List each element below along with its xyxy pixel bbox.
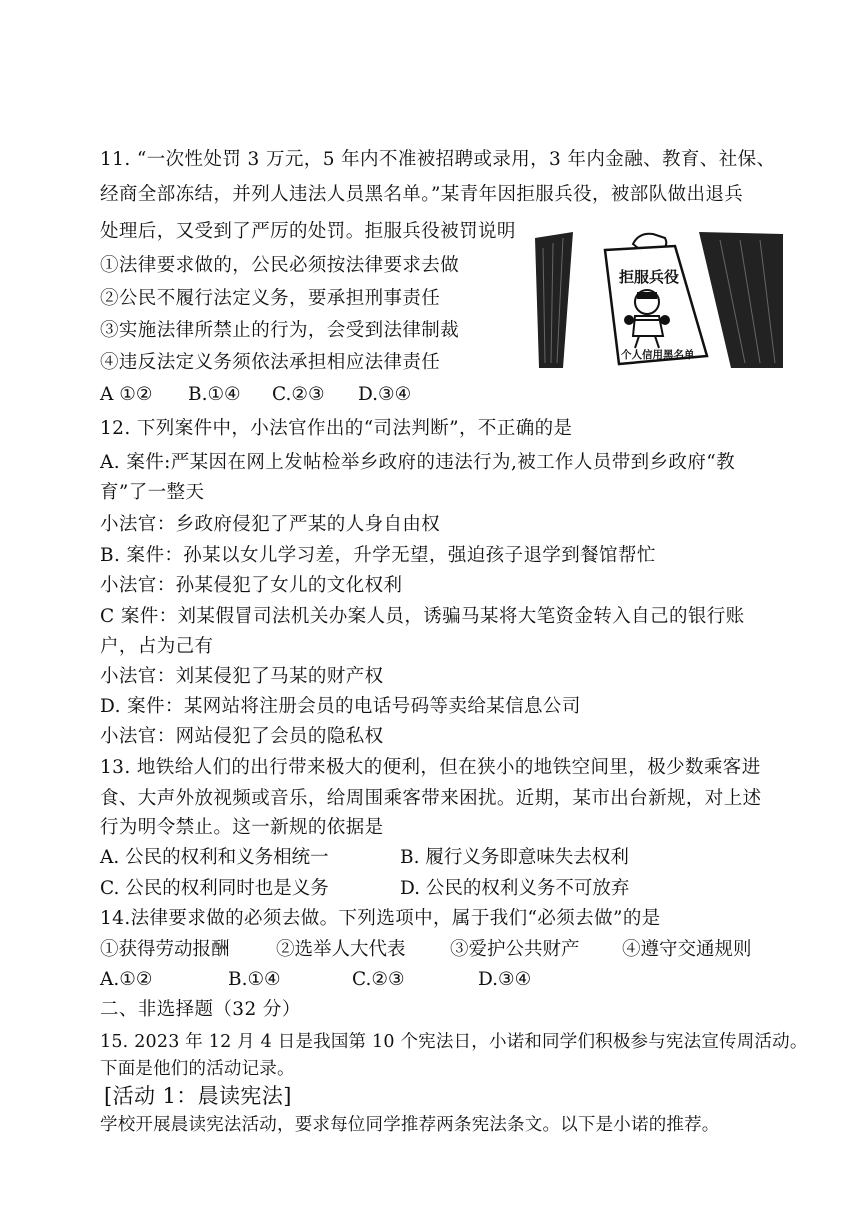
q11-line-2: 经商全部冻结，并列人违法人员黑名单。”某青年因拒服兵役，被部队做出退兵 bbox=[100, 184, 744, 205]
q12-case-c-line-1: C 案件：刘某假冒司法机关办案人员，诱骗马某将大笔资金转入自己的银行账 bbox=[100, 606, 745, 627]
q13-option-c: C. 公民的权利同时也是义务 bbox=[100, 878, 329, 899]
q14-statement-4: ④遵守交通规则 bbox=[622, 939, 752, 960]
q11-option-b: B.①④ bbox=[188, 384, 241, 405]
q13-option-b: B. 履行义务即意味失去权利 bbox=[400, 847, 629, 868]
q11-statement-4: ④违反法定义务须依法承担相应法律责任 bbox=[100, 352, 441, 373]
q13-line-2: 食、大声外放视频或音乐，给周围乘客带来困扰。近期，某市出台新规，对上述 bbox=[100, 788, 762, 809]
q14-statement-2: ②选举人大代表 bbox=[276, 939, 406, 960]
q13-option-a: A. 公民的权利和义务相统一 bbox=[100, 847, 329, 868]
q12-case-c-judgement: 小法官：刘某侵犯了马某的财产权 bbox=[100, 666, 384, 687]
q12-case-a-line-1: A. 案件:严某因在网上发帖检举乡政府的违法行为,被工作人员带到乡政府“教 bbox=[100, 452, 735, 473]
q11-line-1: 11. “一次性处罚 3 万元，5 年内不准被招聘或录用，3 年内金融、教育、社保、 bbox=[100, 149, 776, 170]
sign-title: 拒服兵役 bbox=[619, 268, 680, 286]
q13-line-1: 13. 地铁给人们的出行带来极大的便利，但在狭小的地铁空间里，极少数乘客进 bbox=[100, 757, 761, 778]
q15-line-2: 下面是他们的活动记录。 bbox=[100, 1059, 295, 1079]
q12-stem: 12. 下列案件中，小法官作出的“司法判断”，不正确的是 bbox=[100, 418, 573, 439]
q14-statement-3: ③爱护公共财产 bbox=[450, 939, 580, 960]
q14-option-c: C.②③ bbox=[352, 969, 405, 990]
q11-statement-3: ③实施法律所禁止的行为，会受到法律制裁 bbox=[100, 320, 460, 341]
q11-option-a: A ①② bbox=[100, 384, 153, 405]
q11-statement-1: ①法律要求做的，公民必须按法律要求去做 bbox=[100, 255, 460, 276]
q14-option-a: A.①② bbox=[100, 969, 153, 990]
q14-statement-1: ①获得劳动报酬 bbox=[100, 939, 230, 960]
q13-line-3: 行为明令禁止。这一新规的依据是 bbox=[100, 817, 384, 838]
q11-option-c: C.②③ bbox=[272, 384, 325, 405]
q11-line-3: 处理后，又受到了严厉的处罚。拒服兵役被罚说明 bbox=[100, 221, 516, 242]
q12-case-a-judgement: 小法官：乡政府侵犯了严某的人身自由权 bbox=[100, 514, 441, 535]
q14-stem: 14.法律要求做的必须去做。下列选项中，属于我们“必须去做”的是 bbox=[100, 908, 661, 929]
q12-case-d: D. 案件：某网站将注册会员的电话号码等卖给某信息公司 bbox=[100, 696, 581, 717]
q12-case-d-judgement: 小法官：网站侵犯了会员的隐私权 bbox=[100, 726, 384, 747]
q15-line-1: 15. 2023 年 12 月 4 日是我国第 10 个宪法日，小诺和同学们积极参与宪法宣传周活动。 bbox=[100, 1032, 808, 1052]
q12-case-c-line-2: 户，占为己有 bbox=[100, 636, 214, 657]
blacklist-poster-icon bbox=[535, 228, 783, 368]
q13-option-d: D. 公民的权利义务不可放弃 bbox=[400, 878, 630, 899]
q14-option-b: B.①④ bbox=[228, 969, 281, 990]
q12-case-b: B. 案件：孙某以女儿学习差，升学无望，强迫孩子退学到餐馆帮忙 bbox=[100, 545, 656, 566]
sign-footer: 个人信用黑名单 bbox=[621, 349, 695, 361]
q11-option-d: D.③④ bbox=[358, 384, 412, 405]
q12-case-b-judgement: 小法官：孙某侵犯了女儿的文化权利 bbox=[100, 575, 403, 596]
q12-case-a-line-2: 育”了一整天 bbox=[100, 482, 205, 503]
activity-heading: [活动 1：晨读宪法] bbox=[104, 1084, 292, 1108]
q11-statement-2: ②公民不履行法定义务，要承担刑事责任 bbox=[100, 288, 441, 309]
section-heading: 二、非选择题（32 分） bbox=[100, 999, 301, 1020]
q14-option-d: D.③④ bbox=[478, 969, 532, 990]
q15-line-3: 学校开展晨读宪法活动，要求每位同学推荐两条宪法条文。以下是小诺的推荐。 bbox=[100, 1115, 720, 1135]
